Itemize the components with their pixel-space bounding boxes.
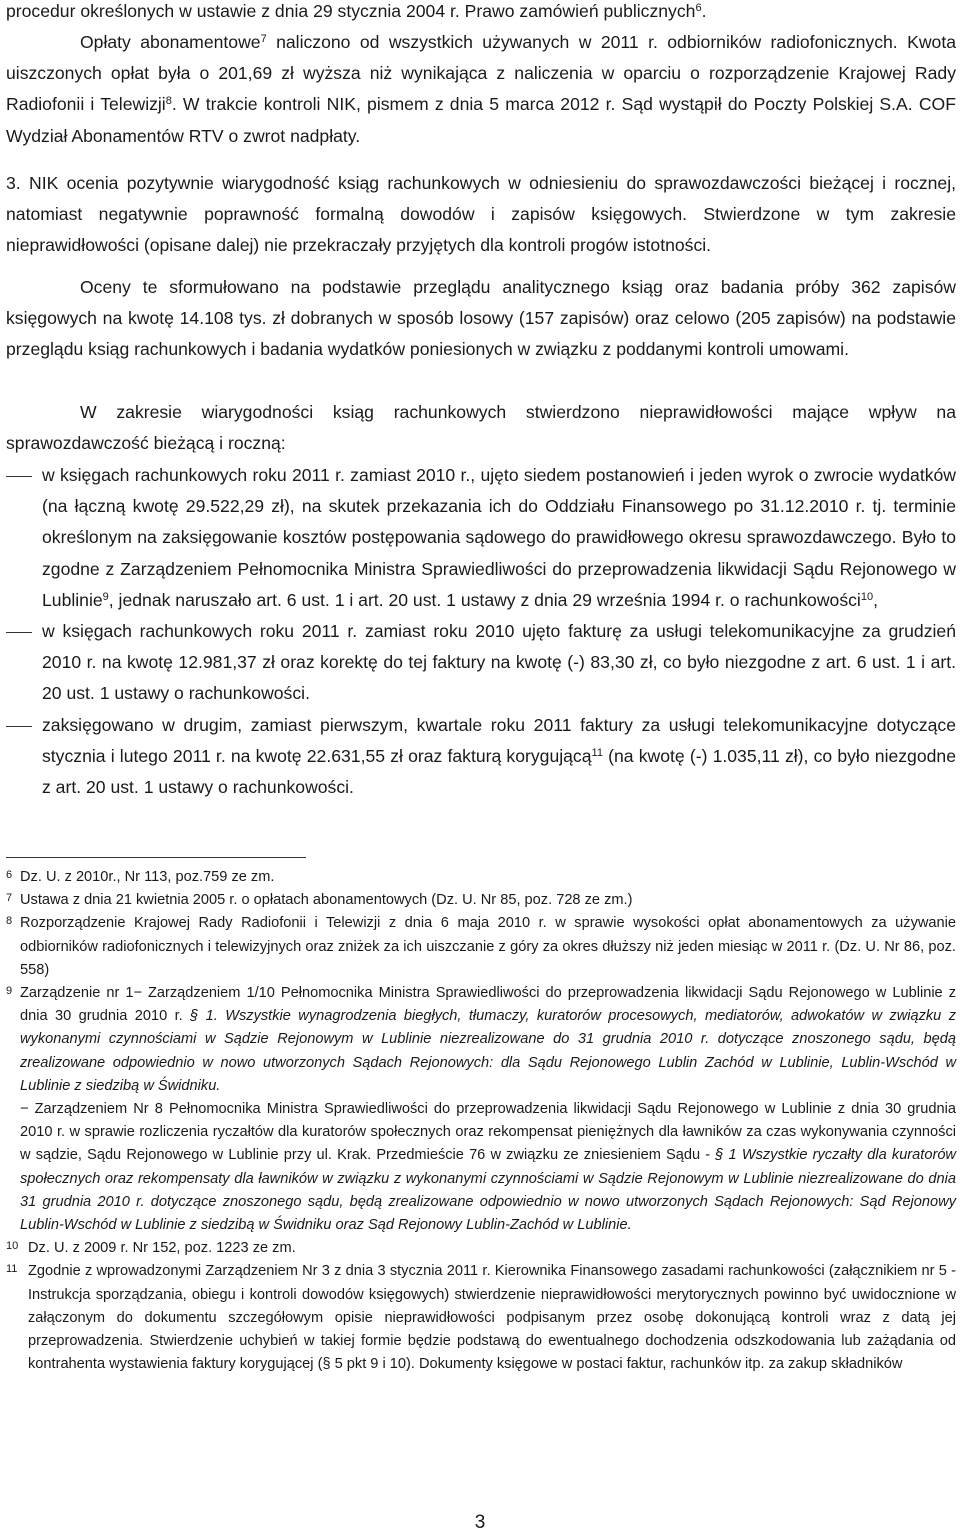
- paragraph-text: naliczono od wszystkich używanych w 2011 r. odbiorników radiofonicznych. Kwota uiszczonych opłat była o 201,69 zł wyższa niż wynikająca z naliczenia w oparciu o rozporządzenie Krajowej Rady Radiofonii i Telewizji: [6, 32, 956, 115]
- paragraph-text: .: [701, 1, 707, 21]
- list-item-text: , jednak naruszało art. 6 ust. 1 i art. 20 ust. 1 ustawy z dnia 29 września 1994 r. o rachunkowości: [108, 589, 861, 610]
- paragraph-text: Oceny te sformułowano na podstawie przeglądu analitycznego ksiąg oraz badania próby 362 zapisów księgowych na kwotę 14.108 tys. zł dobranych w sposób losowy (157 zapisów) oraz celowo (205 zapisów) na podstawie przeglądu ksiąg rachunkowych i badania wydatków poniesionych w związku z poddanymi kontroli umowami.: [6, 277, 956, 360]
- footnote-6: [6, 866, 956, 889]
- footnote-number: 6: [6, 869, 13, 881]
- irregularities-list: [6, 460, 956, 803]
- footnote-text: Dz. U. z 2009 r. Nr 152, poz. 1223 ze zm.: [28, 1240, 296, 1257]
- dash-bullet: [6, 476, 32, 477]
- page-number: 3: [474, 1512, 486, 1533]
- paragraph-text: NIK ocenia pozytywnie wiarygodność ksiąg rachunkowych w odniesieniu do sprawozdawczości bieżącej i rocznej, natomiast negatywnie poprawność formalną dowodów i zapisów księgowych. Stwierdzone w tym zakresie nieprawidłowości (opisane dalej) nie przekraczały przyjętych dla kontroli progów istotności.: [6, 173, 956, 256]
- paragraph-text: . W trakcie kontroli NIK, pismem z dnia 5 marca 2012 r. Sąd wystąpił do Poczty Polskiej S.A. COF Wydział Abonamentów RTV o zwrot nadpłaty.: [6, 94, 956, 146]
- list-item-text: zaksięgowano w drugim, zamiast pierwszym, kwartale roku 2011 faktury za usługi telekomunikacyjne dotyczące stycznia i lutego 2011 r. na kwotę 22.631,55 zł oraz fakturą korygującą: [42, 714, 956, 766]
- paragraph-text: Opłaty abonamentowe: [80, 32, 261, 52]
- footnotes: [6, 866, 956, 1376]
- footnote-number: 11: [6, 1263, 18, 1276]
- footnote-8: [6, 912, 956, 982]
- footnote-ref: 9: [102, 590, 109, 603]
- footnote-number: 7: [6, 892, 13, 905]
- footnote-text: Rozporządzenie Krajowej Rady Radiofonii i Telewizji z dnia 6 maja 2010 r. w sprawie wysokości opłat abonamentowych za używanie odbiorników radiofonicznych i telewizyjnych oraz zniżek za ich uiszczanie z góry za okres dłuższy niż jeden miesiąc w 2011 r. (Dz. U. Nr 86, poz. 558): [20, 915, 956, 978]
- paragraph-assessment-basis: [6, 272, 956, 366]
- footnote-quote: § 1. Wszystkie wynagrodzenia biegłych, tłumaczy, kuratorów procesowych, mediatorów, adwokatów w związku z wykonanymi czynnościami w Sądzie Rejonowym w Lublinie niezrealizowane do 31 grudnia 2010 r. dotyczące znoszonego sądu, będą zrealizowane odpowiednio w nowo utworzonych Sądach Rejonowych: dla Sądu Rejonowego Lublin Zachód w Lublinie, Lublin-Wschód w Lublinie z siedzibą w Świdniku.: [20, 1008, 956, 1094]
- list-item-text: (na kwotę (-) 1.035,11 zł), co było niezgodne z art. 20 ust. 1 ustawy o rachunkowości.: [42, 745, 956, 798]
- footnote-ref: 10: [860, 590, 874, 603]
- footnote-text: Ustawa z dnia 21 kwietnia 2005 r. o opłatach abonamentowych (Dz. U. Nr 85, poz. 728 ze zm.): [20, 892, 633, 909]
- paragraph-procurement: [6, 0, 956, 27]
- list-item: [6, 460, 956, 616]
- dash-bullet: [6, 632, 32, 633]
- footnote-text: − Zarządzeniem Nr 8 Pełnomocnika Ministra Sprawiedliwości do przeprowadzenia likwidacji Sądu Rejonowego w Lublinie z dnia 30 grudnia 2010 r. w sprawie rozliczenia ryczałtów dla kuratorów społecznych oraz rekompensat pieniężnych dla ławników za czas wykonywania czynności w sądzie, Sądu Rejonowego w Lublinie przy ul. Krak. Przedmieście 76 w związku ze zniesieniem Sądu -: [20, 1101, 956, 1164]
- paragraph-section-3: [6, 168, 956, 262]
- footnote-9: [6, 982, 956, 1098]
- footnote-ref: 11: [591, 746, 603, 759]
- footnote-9-continued: [6, 1098, 956, 1237]
- footnote-text: Zgodnie z wprowadzonymi Zarządzeniem Nr 3 z dnia 3 stycznia 2011 r. Kierownika Finansowego zasadami rachunkowości (załącznikiem nr 5 - Instrukcja sporządzania, obiegu i kontroli dowodów księgowych) stwierdzenie nieprawidłowości merytorycznych powinno być uwidocznione w załączonym do dokumentu szczegółowym opisie nieprawidłowości podpisanym przez osobę dokonującą kontroli wraz z datą jej przeprowadzenia. Stwierdzenie uchybień w takiej formie będzie podstawą do ewentualnego dochodzenia odszkodowania lub zażądania od kontrahenta wystawienia faktury korygującej (§ 5 pkt 9 i 10). Dokumenty księgowe w postaci faktur, rachunków itp. za zakup składników: [28, 1263, 956, 1373]
- list-item: [6, 616, 956, 710]
- footnote-11: [6, 1260, 956, 1376]
- section-number: 3.: [6, 173, 21, 193]
- list-item-text: w księgach rachunkowych roku 2011 r. zamiast roku 2010 ujęto fakturę za usługi telekomunikacyjne za grudzień 2010 r. na kwotę 12.981,37 zł oraz korektę do tej faktury na kwotę (-) 83,30 zł, co było niezgodne z art. 6 ust. 1 i art. 20 ust. 1 ustawy o rachunkowości.: [42, 621, 956, 704]
- footnote-ref: 7: [260, 33, 267, 45]
- paragraph-subscription-fees: [6, 27, 956, 152]
- footnote-number: 9: [6, 985, 13, 998]
- list-item-text: ,: [873, 589, 878, 610]
- footnote-ref: 6: [695, 2, 702, 14]
- footnote-10: [6, 1237, 956, 1260]
- footnote-text: Zarządzenie nr 1− Zarządzeniem 1/10 Pełnomocnika Ministra Sprawiedliwości do przeprowadzenia likwidacji Sądu Rejonowego w Lublinie z dnia 30 grudnia 2010 r.: [20, 985, 956, 1025]
- paragraph-irregularities-intro: [6, 397, 956, 459]
- list-item-text: w księgach rachunkowych roku 2011 r. zamiast 2010 r., ujęto siedem postanowień i jeden wyrok o zwrocie wydatków (na łączną kwotę 29.522,29 zł), na skutek przekazania ich do Oddziału Finansowego po 31.12.2010 r. tj. terminie określonym na zaksięgowanie kosztów postępowania sądowego do prawidłowego okresu sprawozdawczego. Było to zgodne z Zarządzeniem Pełnomocnika Ministra Sprawiedliwości do przeprowadzenia likwidacji Sądu Rejonowego w Lublinie: [42, 465, 956, 610]
- footnote-number: 8: [6, 915, 13, 928]
- dash-bullet: [6, 726, 32, 727]
- footnote-text: Dz. U. z 2010r., Nr 113, poz.759 ze zm.: [20, 869, 275, 885]
- footnote-7: [6, 889, 956, 912]
- footnote-separator: [6, 857, 306, 858]
- footnote-number: 10: [6, 1240, 19, 1253]
- footnote-quote: § 1 Wszystkie ryczałty dla kuratorów społecznych oraz rekompensaty dla ławników w związku z wykonanymi czynnościami w Sądzie Rejonowym w Lublinie niezrealizowane do dnia 31 grudnia 2010 r. dotyczące znoszonego sądu, będą zrealizowane odpowiednio w nowo utworzonych Sądach Rejonowych: Sąd Rejonowy Lublin-Wschód w Lublinie z siedzibą w Świdniku oraz Sąd Rejonowy Lublin-Zachód w Lublinie.: [20, 1147, 956, 1234]
- paragraph-text: procedur określonych w ustawie z dnia 29 stycznia 2004 r. Prawo zamówień publicznych: [6, 1, 696, 21]
- paragraph-text: W zakresie wiarygodności ksiąg rachunkowych stwierdzono nieprawidłowości mające wpływ na sprawozdawczość bieżącą i roczną:: [6, 402, 956, 454]
- list-item: [6, 710, 956, 804]
- footnote-ref: 8: [165, 95, 172, 108]
